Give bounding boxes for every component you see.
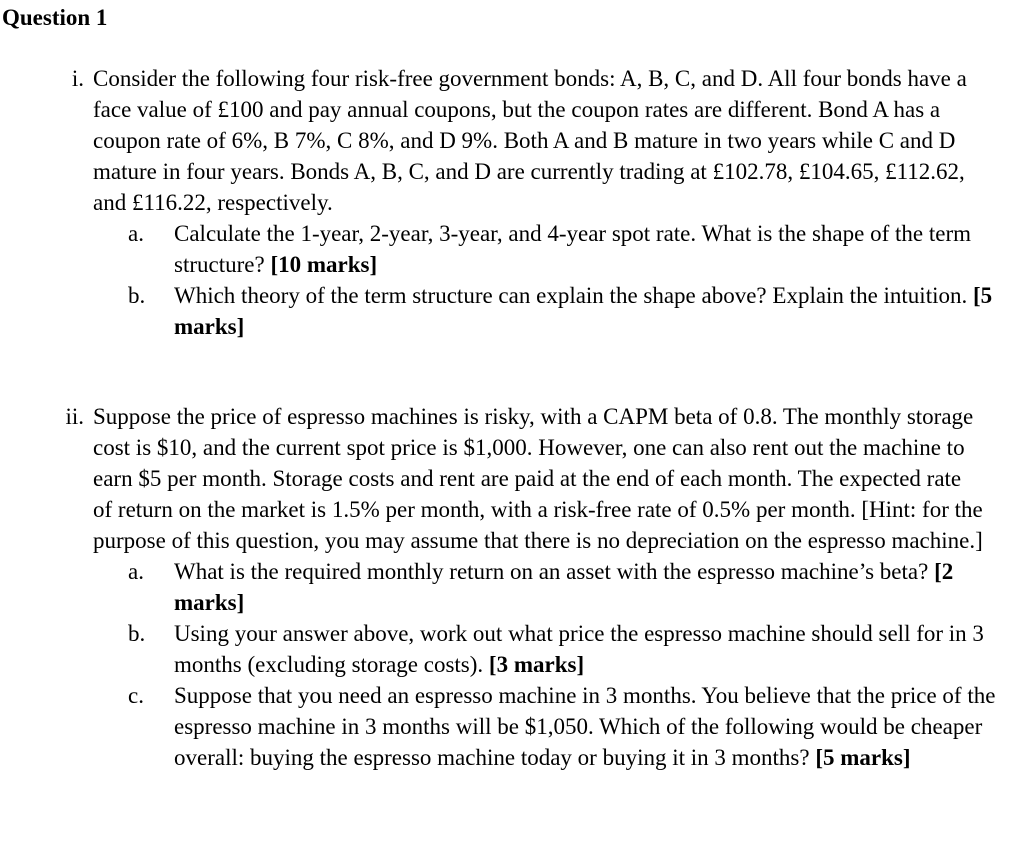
part-letter: b. xyxy=(128,621,146,646)
question-i-part-b xyxy=(0,280,1014,342)
question-i-stem xyxy=(0,63,983,218)
question-ii-stem xyxy=(0,401,983,556)
part-marks: [10 marks] xyxy=(270,252,378,277)
part-text: Using your answer above, work out what price the espresso machine should sell for in 3 months (excluding storage costs). xyxy=(174,621,984,677)
part-text: Calculate the 1-year, 2-year, 3-year, and 4-year spot rate. What is the shape of the term structure? xyxy=(174,221,971,277)
part-letter: b. xyxy=(128,283,146,308)
part-marks: [5 marks] xyxy=(815,745,911,770)
part-marks: [5 marks] xyxy=(174,283,993,339)
part-letter: c. xyxy=(128,683,144,708)
question-ii xyxy=(0,401,1024,773)
part-letter: a. xyxy=(128,559,144,584)
part-text: Suppose that you need an espresso machine in 3 months. You believe that the price of the espresso machine in 3 months will be $1,050. Which of the following would be cheaper overall: buying the espresso machine today or buying it in 3 months? xyxy=(174,683,996,770)
question-i-part-a xyxy=(0,218,1014,280)
part-marks: [3 marks] xyxy=(488,652,585,677)
part-text: What is the required monthly return on an asset with the espresso machine’s beta? xyxy=(174,559,929,584)
question-ii-numeral: ii. xyxy=(65,404,84,429)
question-i-text: Consider the following four risk-free government bonds: A, B, C, and D. All four bonds have a face value of £100 and pay annual coupons, but the coupon rates are different. Bond A has a coupon rate of 6%, B 7%, C 8%, and D 9%. Both A and B mature in two years while C and D mature in four years. Bonds A, B, C, and D are currently trading at £102.78, £104.65, £112.62, and £116.22, respectively. xyxy=(93,66,967,215)
question-ii-part-a xyxy=(0,556,1014,618)
question-i-numeral: i. xyxy=(71,66,84,91)
part-marks: [2 marks] xyxy=(174,559,954,615)
question-i xyxy=(0,63,1024,342)
question-ii-text: Suppose the price of espresso machines is risky, with a CAPM beta of 0.8. The monthly storage cost is $10, and the current spot price is $1,000. However, one can also rent out the machine to earn $5 per month. Storage costs and rent are paid at the end of each month. The expected rate of return on the market is 1.5% per month, with a risk-free rate of 0.5% per month. [Hint: for the purpose of this question, you may assume that there is no depreciation on the espresso machine.] xyxy=(93,404,983,553)
question-ii-part-c xyxy=(0,680,1014,773)
part-letter: a. xyxy=(128,221,144,246)
part-text: Which theory of the term structure can explain the shape above? Explain the intuition. xyxy=(174,283,968,308)
question-heading: Question 1 xyxy=(2,5,108,30)
question-ii-part-b xyxy=(0,618,1014,680)
